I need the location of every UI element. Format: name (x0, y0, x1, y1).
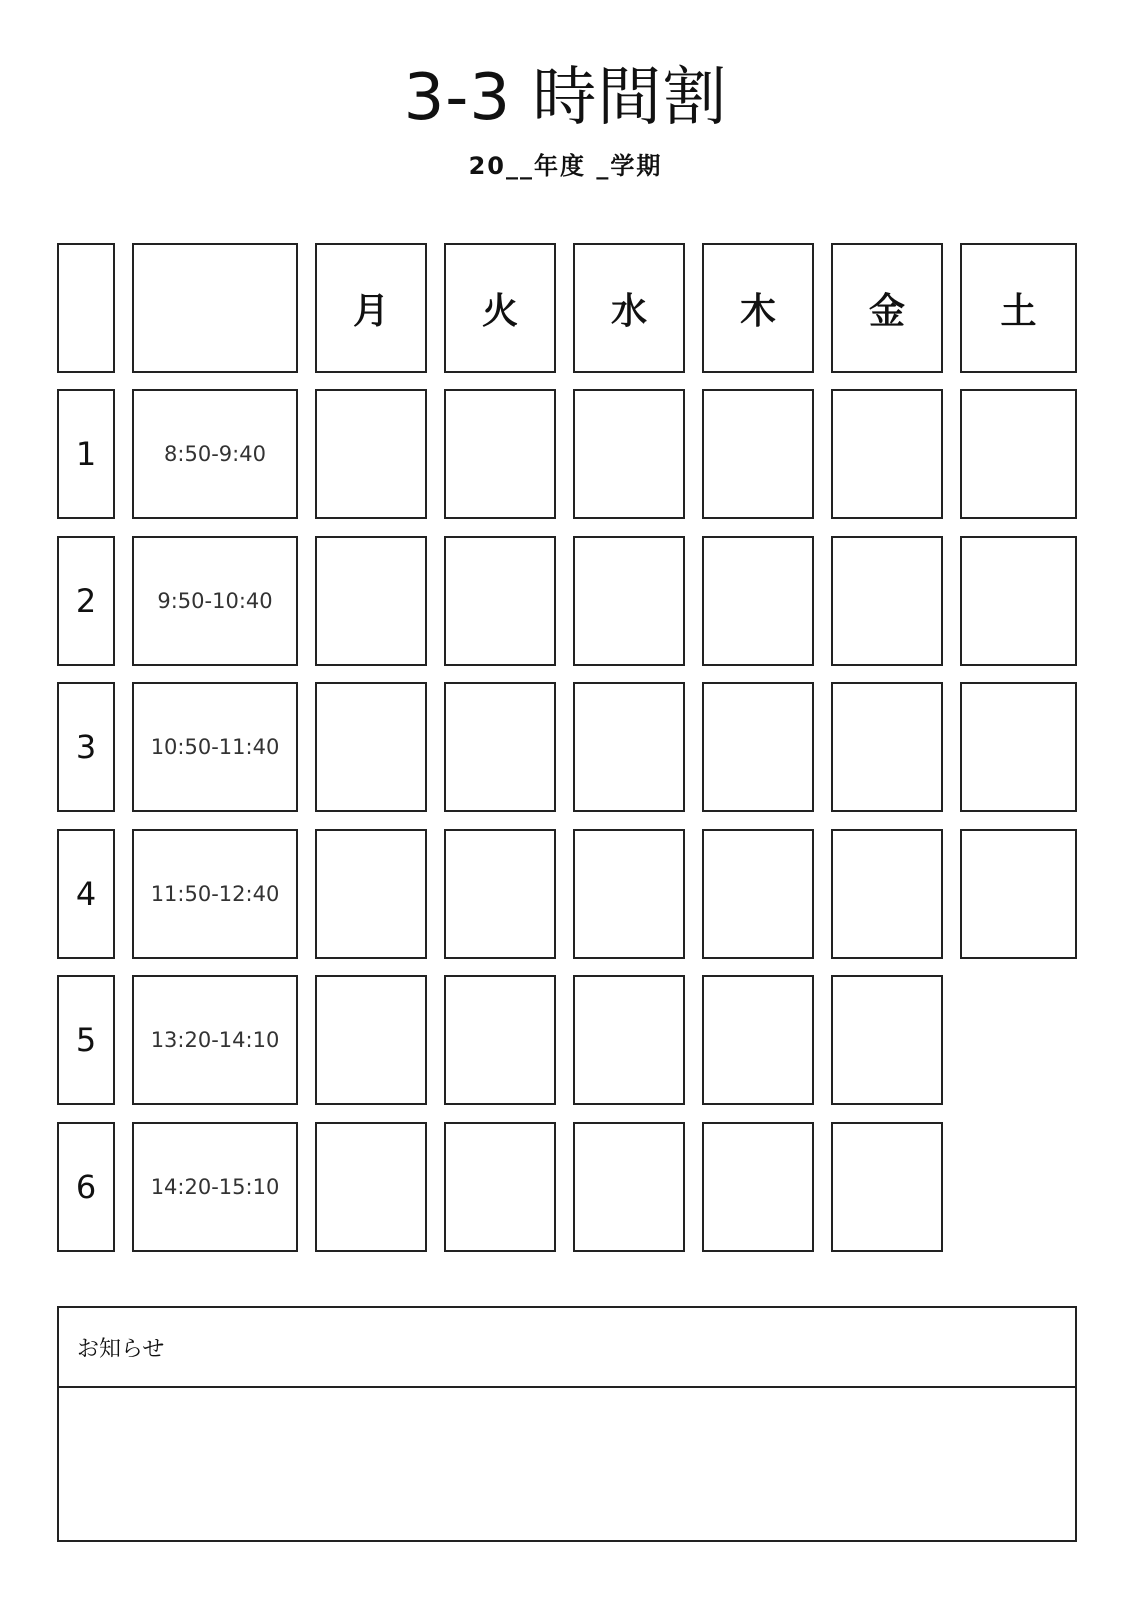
day-header-4-label: 木 (739, 290, 776, 332)
day-header-6-label: 土 (1000, 290, 1037, 332)
period-number-cell (57, 975, 115, 1105)
period-number-cell-label: 1 (75, 435, 97, 473)
timetable-slot[interactable] (444, 389, 556, 519)
period-number-cell-label: 3 (75, 728, 97, 766)
timetable-slot[interactable] (702, 975, 814, 1105)
period-number-cell (57, 682, 115, 812)
day-header-1-label: 月 (352, 290, 389, 332)
timetable-slot[interactable] (444, 682, 556, 812)
period-time-cell (132, 1122, 298, 1252)
period-time-cell-label: 14:20-15:10 (150, 1175, 280, 1199)
period-number-cell-label: 6 (75, 1168, 97, 1206)
timetable-slot[interactable] (573, 536, 685, 666)
page-subtitle: 20__年度 _学期 (468, 152, 663, 180)
period-time-cell (132, 536, 298, 666)
timetable-slot[interactable] (960, 682, 1077, 812)
timetable-slot[interactable] (573, 975, 685, 1105)
timetable-slot[interactable] (831, 1122, 943, 1252)
header-corner-cell (57, 243, 115, 373)
timetable-slot[interactable] (444, 1122, 556, 1252)
header-time-cell (132, 243, 298, 373)
timetable-slot[interactable] (702, 389, 814, 519)
period-time-cell (132, 389, 298, 519)
day-header-2 (444, 243, 556, 373)
period-number-cell (57, 1122, 115, 1252)
timetable-slot[interactable] (315, 682, 427, 812)
period-time-cell (132, 682, 298, 812)
timetable-slot[interactable] (831, 682, 943, 812)
period-time-cell-label: 11:50-12:40 (150, 882, 280, 906)
timetable-slot[interactable] (444, 536, 556, 666)
timetable-slot[interactable] (315, 1122, 427, 1252)
timetable-slot[interactable] (702, 536, 814, 666)
timetable-slot[interactable] (315, 829, 427, 959)
timetable-slot[interactable] (315, 389, 427, 519)
timetable-slot[interactable] (960, 389, 1077, 519)
timetable-slot[interactable] (960, 536, 1077, 666)
timetable-slot[interactable] (573, 682, 685, 812)
day-header-6 (960, 243, 1077, 373)
period-number-cell-label: 2 (75, 582, 97, 620)
day-header-4 (702, 243, 814, 373)
timetable-slot[interactable] (444, 975, 556, 1105)
period-number-cell-label: 4 (75, 875, 97, 913)
notice-content-area[interactable] (59, 1388, 1075, 1540)
notice-label: お知らせ (59, 1308, 1075, 1388)
page-title: 3-3 時間割 (403, 61, 728, 135)
timetable-slot[interactable] (702, 1122, 814, 1252)
day-header-5 (831, 243, 943, 373)
timetable-slot[interactable] (831, 829, 943, 959)
period-time-cell-label: 10:50-11:40 (150, 735, 280, 759)
timetable-slot[interactable] (831, 975, 943, 1105)
timetable-slot[interactable] (444, 829, 556, 959)
timetable-slot[interactable] (831, 389, 943, 519)
period-time-cell (132, 975, 298, 1105)
timetable-slot[interactable] (315, 536, 427, 666)
period-time-cell-label: 9:50-10:40 (157, 589, 273, 613)
notice-box (57, 1306, 1077, 1542)
period-time-cell-label: 8:50-9:40 (164, 442, 266, 466)
period-number-cell (57, 389, 115, 519)
day-header-1 (315, 243, 427, 373)
period-number-cell (57, 536, 115, 666)
timetable-slot[interactable] (573, 829, 685, 959)
period-number-cell (57, 829, 115, 959)
timetable-slot[interactable] (702, 682, 814, 812)
timetable-slot[interactable] (573, 1122, 685, 1252)
timetable-slot[interactable] (315, 975, 427, 1105)
timetable-slot[interactable] (831, 536, 943, 666)
timetable-slot[interactable] (573, 389, 685, 519)
timetable-slot[interactable] (960, 829, 1077, 959)
day-header-3-label: 水 (610, 290, 647, 332)
period-number-cell-label: 5 (75, 1021, 97, 1059)
timetable-slot[interactable] (702, 829, 814, 959)
period-time-cell-label: 13:20-14:10 (150, 1028, 280, 1052)
day-header-2-label: 火 (481, 290, 518, 332)
period-time-cell (132, 829, 298, 959)
day-header-5-label: 金 (868, 290, 905, 332)
day-header-3 (573, 243, 685, 373)
